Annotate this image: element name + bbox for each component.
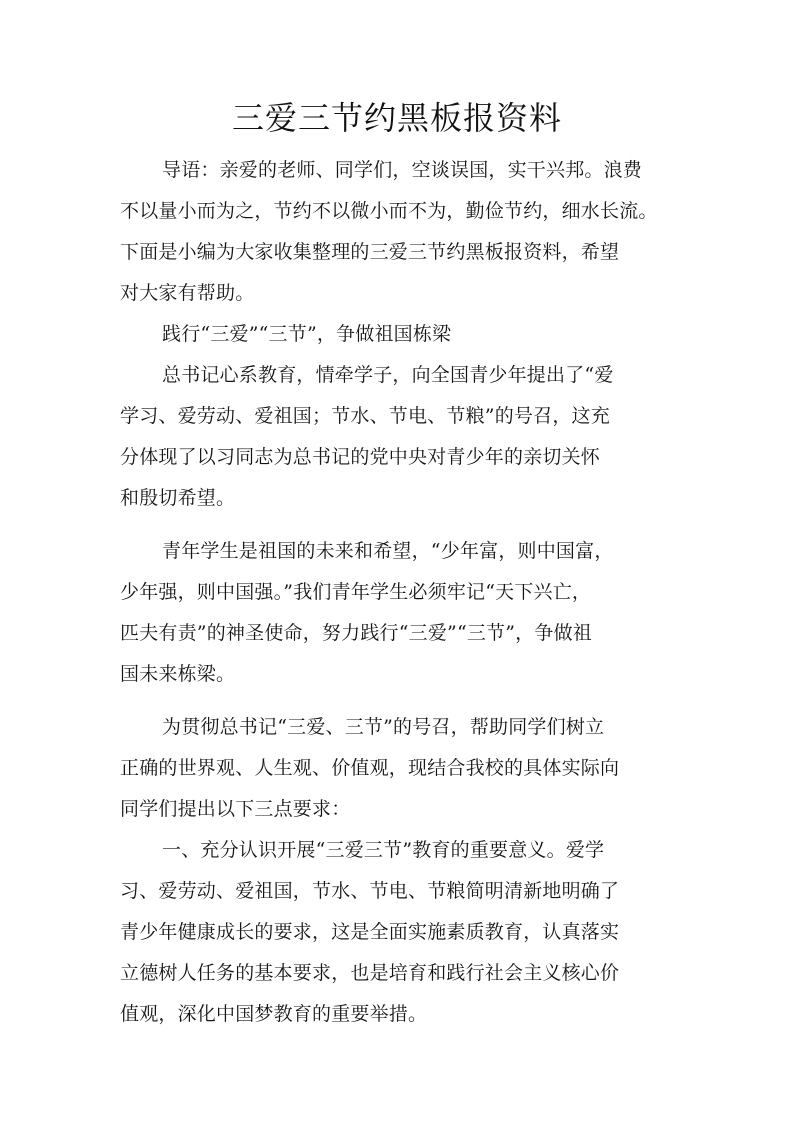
text-line: 匹夫有责”的神圣使命，努力践行“三爱”“三节”，争做祖 [120,622,592,644]
text-line: 分体现了以习同志为总书记的党中央对青少年的亲切关怀 [120,446,601,468]
text-line: 一、充分认识开展“三爱三节”教育的重要意义。爱学 [162,839,605,861]
paragraph-body [120,830,680,1035]
text-line: 总书记心系教育，情牵学子，向全国青少年提出了“爱 [162,364,614,386]
text-line: 同学们提出以下三点要求： [120,798,351,820]
text-line: 国未来栋梁。 [120,663,236,685]
paragraph-body [120,355,680,519]
text-line: 立德树人任务的基本要求，也是培育和践行社会主义核心价 [120,962,620,984]
text-line: 导语：亲爱的老师、同学们，空谈误国，实干兴邦。浪费 [162,159,643,181]
text-line: 习、爱劳动、爱祖国，节水、节电、节粮简明清新地明确了 [120,880,620,902]
text-line: 青年学生是祖国的未来和希望，“少年富，则中国富， [162,540,614,562]
text-line: 青少年健康成长的要求，这是全面实施素质教育，认真落实 [120,921,620,943]
document-body [120,150,680,1035]
text-line: 学习、爱劳动、爱祖国；节水、节电、节粮”的号召，这充 [120,405,610,427]
text-line: 下面是小编为大家收集整理的三爱三节约黑板报资料，希望 [120,241,620,263]
paragraph-intro [120,150,680,314]
paragraph-body [120,531,680,695]
text-line: 不以量小而为之，节约不以微小而不为，勤俭节约，细水长流。 [120,200,658,222]
document-title: 三爱三节约黑板报资料 [231,99,562,137]
text-line: 少年强，则中国强。”我们青年学生必须牢记“天下兴亡， [120,581,592,603]
text-line: 和殷切希望。 [120,487,236,509]
text-line: 值观，深化中国梦教育的重要举措。 [120,1003,428,1025]
text-line: 正确的世界观、人生观、价值观，现结合我校的具体实际向 [120,757,620,779]
text-line: 对大家有帮助。 [120,282,255,304]
text-line: 为贯彻总书记“三爱、三节”的号召，帮助同学们树立 [162,716,605,738]
text-line: 践行“三爱”“三节”，争做祖国栋梁 [162,323,452,345]
paragraph-body [120,707,680,830]
section-heading [120,314,680,355]
